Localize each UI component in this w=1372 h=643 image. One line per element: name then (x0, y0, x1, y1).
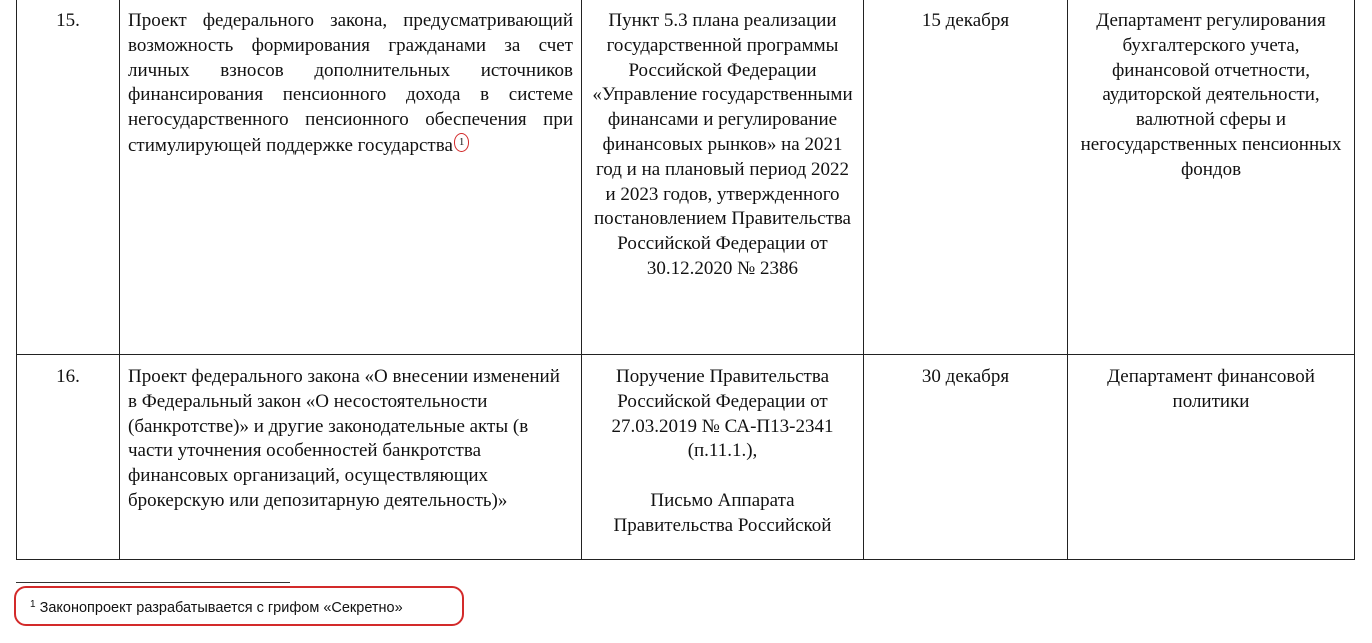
footnote-separator (16, 582, 290, 583)
responsible-cell: Департамент регулирования бухгалтерского учета, финансовой отчетности, аудиторской деятельности, валютной сферы и негосударственных пенсионных фондов (1068, 0, 1355, 355)
bill-name-cell (120, 0, 582, 355)
row-number: 16. (17, 355, 120, 560)
table-row (17, 0, 1355, 355)
bill-name-cell: Проект федерального закона «О внесении изменений в Федеральный закон «О несостоятельности (банкротстве)» и другие законодательные акты (в части уточнения особенностей банкротства финансовых организаций, осуществляющих брокерскую или депозитарную деятельность)» (120, 355, 582, 560)
footnote-text: Законопроект разрабатывается с грифом «Секретно» (39, 600, 403, 616)
row-number: 15. (17, 0, 120, 355)
responsible-cell: Департамент финансовой политики (1068, 355, 1355, 560)
bill-name: Проект федерального закона, предусматривающий возможность формирования гражданами за счет личных взносов дополнительных источников финансирования пенсионного дохода в системе негосударственного пенсионного обеспечения при стимулирующей поддержке государства (128, 10, 573, 156)
deadline-cell: 15 декабря (864, 0, 1068, 355)
deadline-cell: 30 декабря (864, 355, 1068, 560)
basis-cell (582, 355, 864, 560)
basis-letter: Письмо Аппарата Правительства Российской (613, 489, 832, 536)
footnote-marker[interactable]: 1 (454, 133, 470, 152)
table-row (17, 355, 1355, 560)
footnote-number: 1 (30, 599, 36, 610)
plan-table (16, 0, 1355, 560)
basis-cell: Пункт 5.3 плана реализации государственной программы Российской Федерации «Управление государственными финансами и регулирование финансовых рынков» на 2021 год и на плановый период 2022 и 2023 годов, утвержденного постановлением Правительства Российской Федерации от 30.12.2020 № 2386 (582, 0, 864, 355)
footnote (14, 586, 464, 626)
basis-instruction: Поручение Правительства Российской Федерации от 27.03.2019 № СА-П13-2341 (п.11.1.), (611, 366, 834, 462)
